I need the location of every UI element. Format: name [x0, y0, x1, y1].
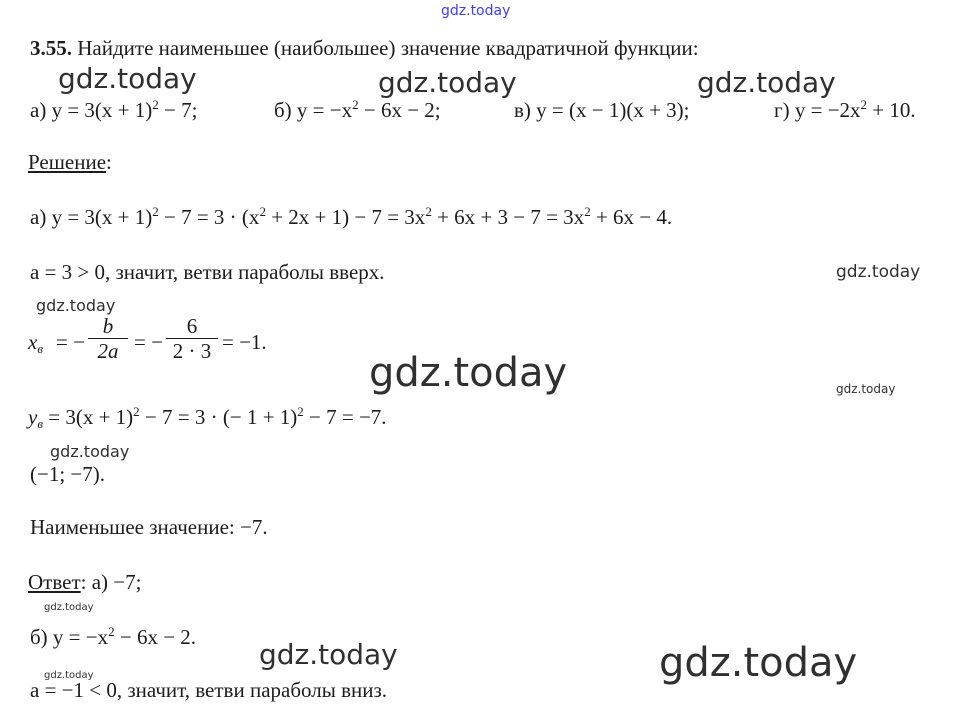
denominator: 2a — [97, 339, 119, 363]
item-v-text: в) y = (x − 1)(x + 3); — [514, 98, 690, 122]
watermark: gdz.today — [50, 442, 130, 461]
subscript: в — [37, 341, 43, 356]
watermark: gdz.today — [36, 296, 116, 315]
exponent: 2 — [259, 204, 266, 219]
exponent: 2 — [584, 204, 591, 219]
watermark: gdz.today — [836, 262, 921, 282]
numerator: b — [88, 314, 128, 339]
denominator: 2 · 3 — [172, 339, 212, 363]
item-b-text: б) y = −x — [274, 98, 353, 122]
exponent: 2 — [425, 204, 432, 219]
item-g-text: г) y = −2x — [774, 98, 861, 122]
branches-down: a = −1 < 0, значит, ветви параболы вниз. — [30, 678, 388, 702]
var-y: y — [28, 405, 38, 429]
numerator: 6 — [166, 314, 218, 339]
watermark: gdz.today — [836, 382, 896, 396]
expr-part: + 6x + 3 − 7 = 3x — [431, 205, 585, 229]
expr-part: − 6x − 2. — [114, 625, 197, 649]
expr-part: + 2x + 1) − 7 = 3x — [265, 205, 426, 229]
fraction-6-over-2x3 — [166, 314, 218, 363]
expr-part: − 7 = 3 · (x — [158, 205, 260, 229]
fraction-b-over-2a — [88, 314, 128, 363]
expr-part: = 3(x + 1) — [42, 405, 134, 429]
item-g-tail: + 10. — [867, 98, 916, 122]
watermark: gdz.today — [44, 670, 94, 681]
exponent: 2 — [297, 404, 304, 419]
vertex-y — [28, 405, 387, 429]
solution-heading: Решение: — [28, 150, 112, 174]
exponent: 2 — [152, 97, 159, 112]
item-a — [30, 98, 197, 122]
item-b — [274, 98, 441, 122]
vertex-x-eq1: = − — [56, 330, 85, 354]
vertex-x-lhs — [28, 330, 43, 354]
item-v — [514, 98, 690, 122]
expr-part: − 7 = −7. — [303, 405, 387, 429]
exponent: 2 — [860, 97, 868, 112]
item-b-solution — [30, 625, 196, 649]
vertex-point: (−1; −7). — [30, 462, 106, 486]
problem-title: Найдите наименьшее (наибольшее) значение квадратичной функции: — [77, 36, 699, 60]
watermark: gdz.today — [378, 66, 517, 99]
item-b-tail: − 6x − 2; — [358, 98, 441, 122]
watermark: gdz.today — [369, 350, 568, 396]
expr-part: − 7 = 3 · (− 1 + 1) — [139, 405, 298, 429]
answer-line — [28, 570, 141, 594]
expr-part: б) y = −x — [30, 625, 109, 649]
vertex-x-eq3: = −1. — [222, 330, 267, 354]
item-a-tail: − 7; — [158, 98, 198, 122]
exponent: 2 — [133, 404, 140, 419]
expr-part: + 6x − 4. — [590, 205, 673, 229]
watermark: gdz.today — [697, 66, 836, 99]
problem-header — [30, 36, 699, 60]
answer-label: Ответ — [28, 570, 81, 594]
item-g — [774, 98, 916, 122]
subscript: в — [37, 416, 43, 431]
watermark: gdz.today — [659, 640, 858, 686]
exponent: 2 — [108, 624, 115, 639]
branches-up: a = 3 > 0, значит, ветви параболы вверх. — [30, 260, 385, 284]
problem-number: 3.55. — [30, 36, 72, 60]
exponent: 2 — [152, 204, 159, 219]
watermark: gdz.today — [44, 602, 94, 613]
answer-a: : а) −7; — [80, 570, 142, 594]
watermark-top: gdz.today — [441, 3, 511, 19]
solution-heading-text: Решение — [28, 150, 107, 174]
watermark: gdz.today — [58, 62, 197, 95]
exponent: 2 — [352, 97, 359, 112]
expr-part: а) y = 3(x + 1) — [30, 205, 153, 229]
min-value: Наименьшее значение: −7. — [30, 515, 268, 539]
step-a-expand — [30, 205, 672, 229]
item-a-text: а) y = 3(x + 1) — [30, 98, 153, 122]
watermark: gdz.today — [259, 638, 398, 671]
vertex-x-eq2: = − — [134, 330, 163, 354]
var-x: x — [28, 330, 38, 354]
